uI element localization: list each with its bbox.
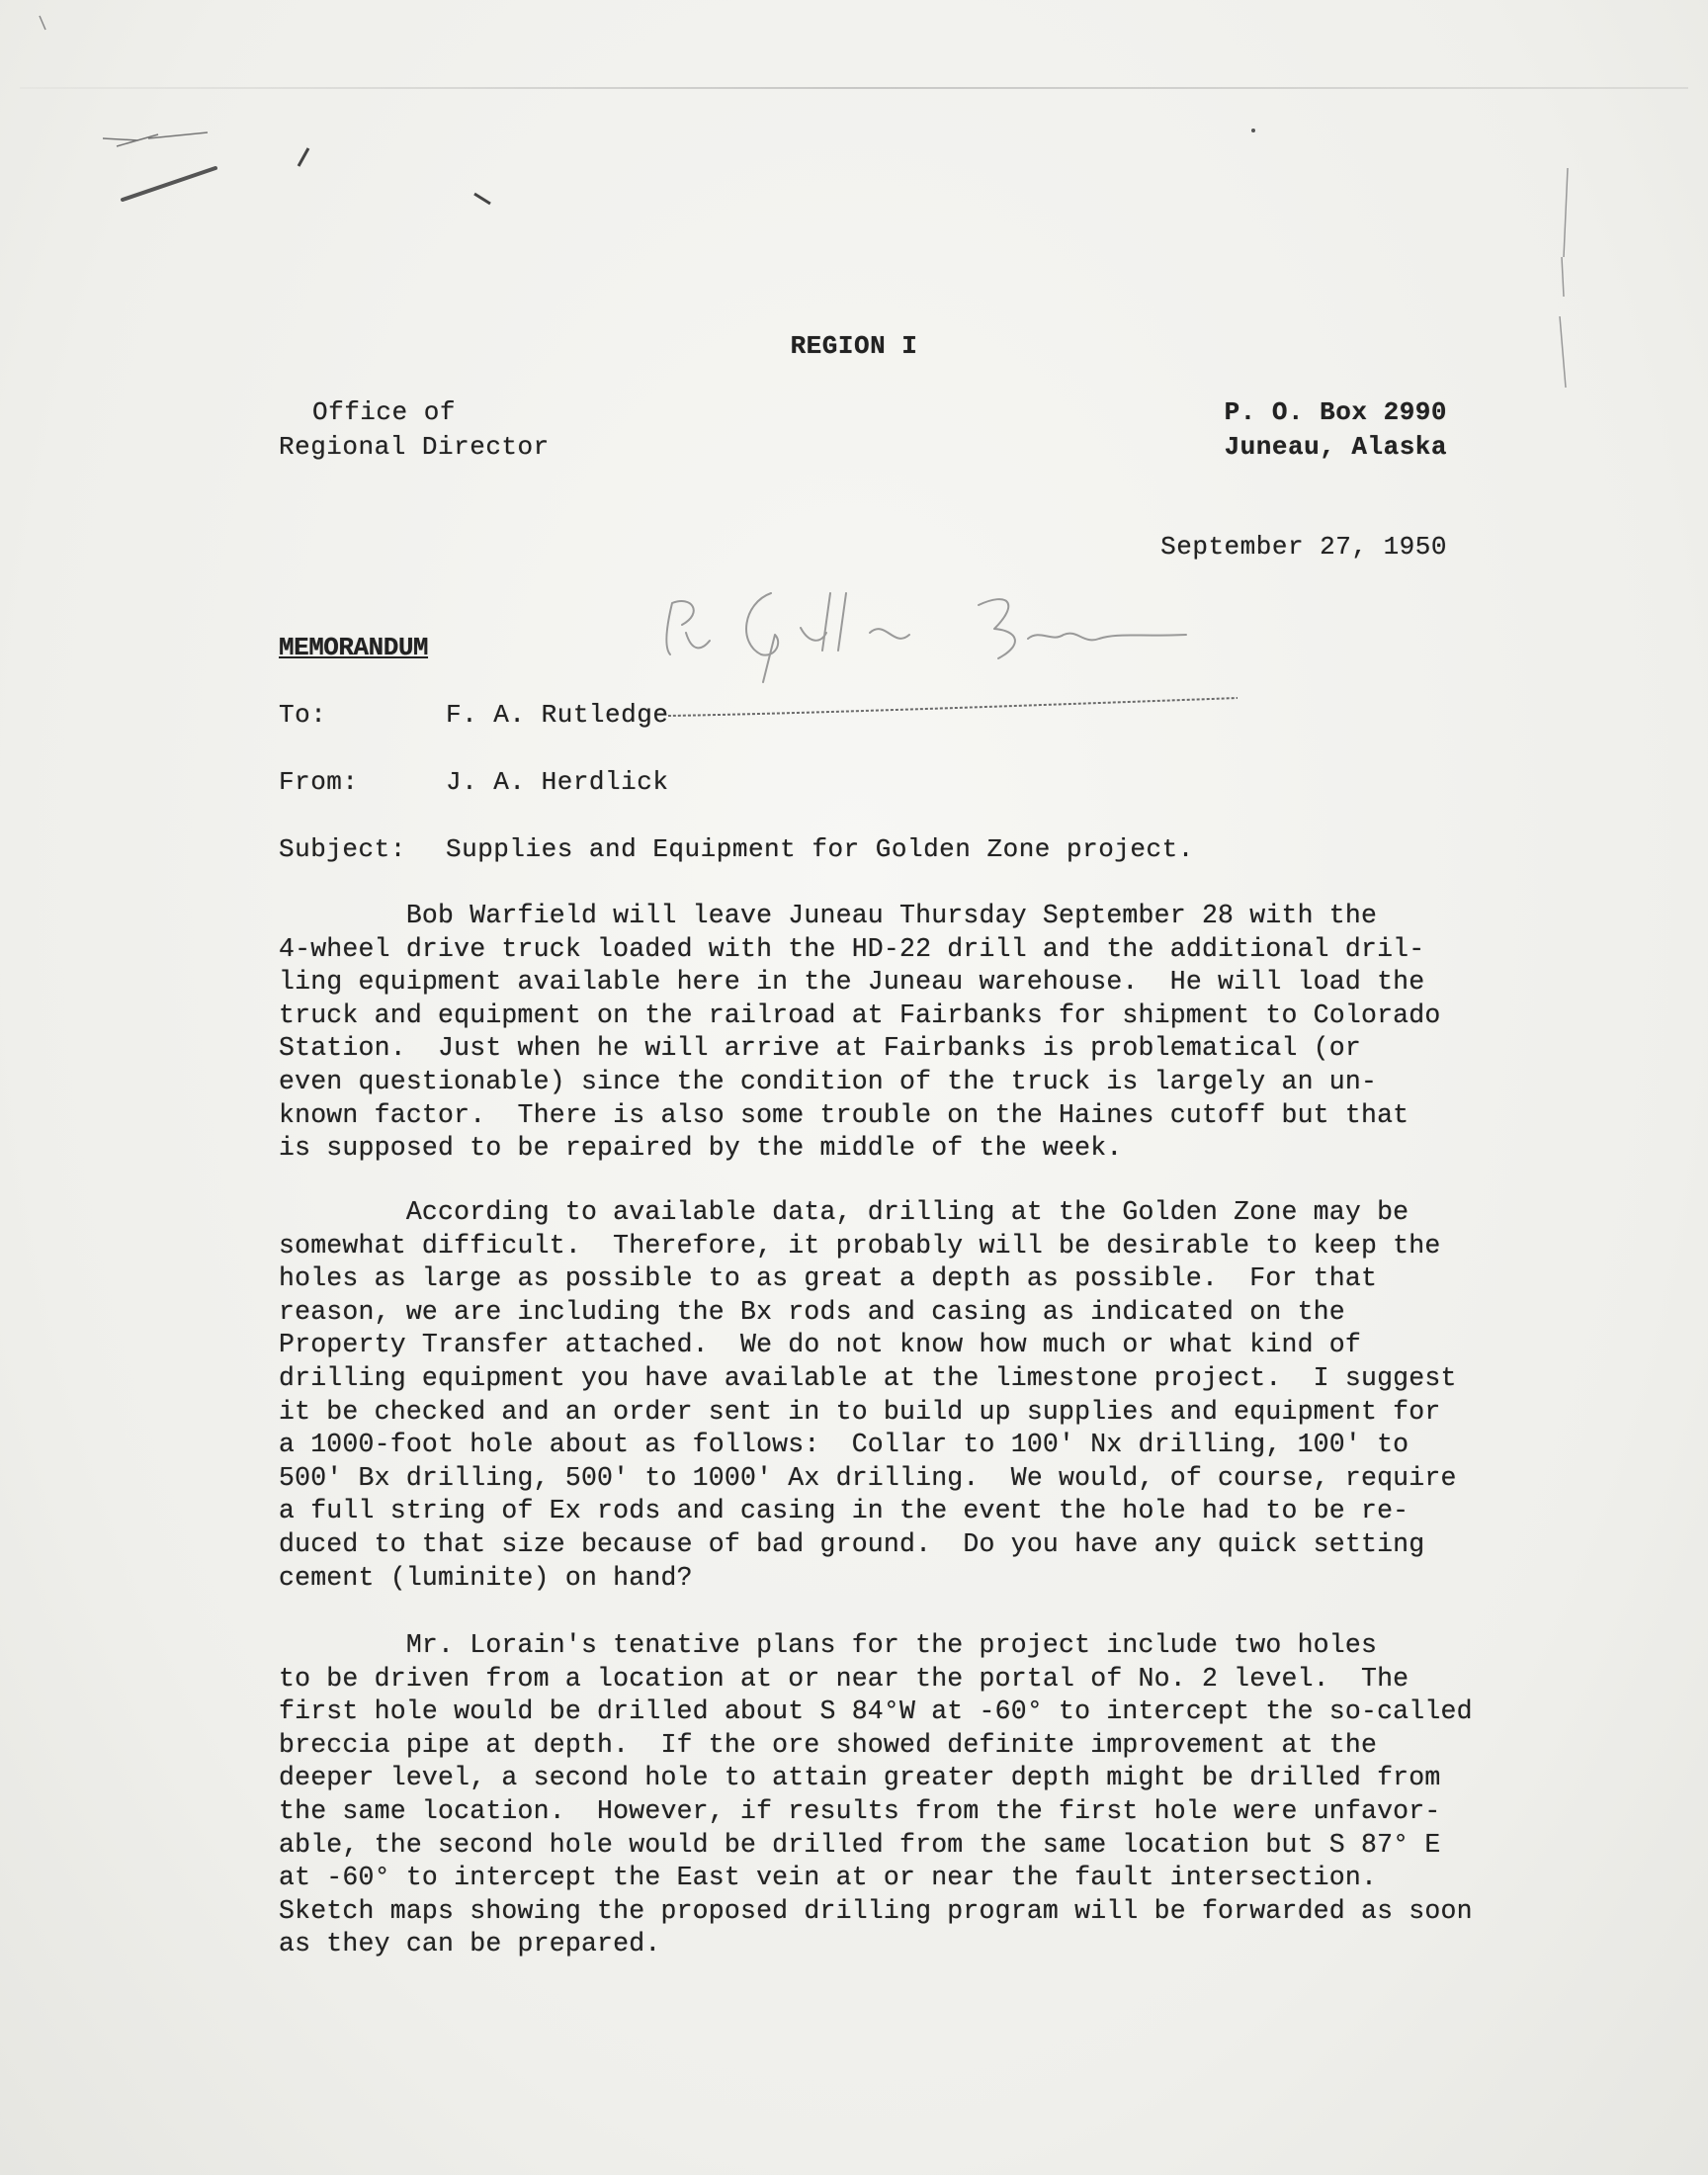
subject-label: Subject: xyxy=(279,834,406,864)
paragraph-line: at -60° to intercept the East vein at or near the fault intersection. xyxy=(279,1863,1378,1893)
paragraph-line: known factor. There is also some trouble on the Haines cutoff but that xyxy=(279,1099,1409,1130)
paragraph-line: the same location. However, if results from the first hole were unfavor- xyxy=(279,1795,1441,1826)
paragraph-line: somewhat difficult. Therefore, it probably will be desirable to keep the xyxy=(279,1230,1441,1261)
body-paragraph-3 xyxy=(279,1629,1564,1961)
paragraph-line: cement (luminite) on hand? xyxy=(279,1562,693,1593)
paragraph-line: deeper level, a second hole to attain greater depth might be drilled from xyxy=(279,1763,1441,1793)
paragraph-line: Property Transfer attached. We do not know how much or what kind of xyxy=(279,1330,1361,1360)
body-paragraph-1 xyxy=(279,900,1564,1166)
memo-date: September 27, 1950 xyxy=(1160,532,1447,562)
paragraph-line: reason, we are including the Bx rods and casing as indicated on the xyxy=(279,1296,1345,1327)
paragraph-line: duced to that size because of bad ground. Do you have any quick setting xyxy=(279,1528,1425,1559)
from-value: J. A. Herdlick xyxy=(446,767,669,797)
body-paragraph-2 xyxy=(279,1196,1564,1595)
office-line-1: Office of xyxy=(312,397,456,427)
paragraph-line: 4-wheel drive truck loaded with the HD-22 drill and the additional dril- xyxy=(279,933,1425,964)
paragraph-line: Mr. Lorain's tenative plans for the project include two holes xyxy=(279,1630,1378,1660)
office-line-2: Regional Director xyxy=(279,432,550,462)
from-label: From: xyxy=(279,767,359,797)
paragraph-line: a full string of Ex rods and casing in the event the hole had to be re- xyxy=(279,1496,1409,1526)
paragraph-line: Sketch maps showing the proposed drilling program will be forwarded as soon xyxy=(279,1895,1473,1926)
handwritten-note-svg xyxy=(652,573,1226,712)
to-value: F. A. Rutledge xyxy=(446,700,669,730)
paragraph-line: able, the second hole would be drilled from the same location but S 87° E xyxy=(279,1829,1441,1860)
paragraph-line: ling equipment available here in the Juneau warehouse. He will load the xyxy=(279,967,1425,998)
paragraph-line: According to available data, drilling at the Golden Zone may be xyxy=(279,1197,1409,1227)
paragraph-line: first hole would be drilled about S 84°W at -60° to intercept the so-called xyxy=(279,1696,1473,1727)
to-underline xyxy=(668,694,1238,722)
paragraph-line: truck and equipment on the railroad at Fairbanks for shipment to Colorado xyxy=(279,1000,1441,1030)
to-label: To: xyxy=(279,700,327,730)
memo-heading: MEMORANDUM xyxy=(279,633,429,662)
paragraph-line: holes as large as possible to as great a depth as possible. For that xyxy=(279,1263,1378,1294)
region-heading: REGION I xyxy=(790,331,918,361)
paragraph-line: breccia pipe at depth. If the ore showed definite improvement at the xyxy=(279,1729,1378,1760)
to-underline-svg xyxy=(668,694,1238,722)
paragraph-line: drilling equipment you have available at the limestone project. I suggest xyxy=(279,1362,1457,1393)
paragraph-line: a 1000-foot hole about as follows: Collar to 100' Nx drilling, 100' to xyxy=(279,1430,1409,1460)
address-line-2: Juneau, Alaska xyxy=(1224,432,1447,462)
paragraph-line: to be driven from a location at or near the portal of No. 2 level. The xyxy=(279,1663,1409,1694)
paragraph-line: Bob Warfield will leave Juneau Thursday September 28 with the xyxy=(279,901,1378,930)
subject-value: Supplies and Equipment for Golden Zone project. xyxy=(446,834,1194,864)
paragraph-line: it be checked and an order sent in to build up supplies and equipment for xyxy=(279,1396,1441,1427)
paragraph-line: Station. Just when he will arrive at Fairbanks is problematical (or xyxy=(279,1033,1361,1064)
address-line-1: P. O. Box 2990 xyxy=(1224,397,1447,427)
handwritten-note xyxy=(652,573,1226,712)
paragraph-line: is supposed to be repaired by the middle of the week. xyxy=(279,1133,1123,1164)
paragraph-line: even questionable) since the condition of the truck is largely an un- xyxy=(279,1066,1378,1096)
paragraph-line: as they can be prepared. xyxy=(279,1929,661,1959)
paragraph-line: 500' Bx drilling, 500' to 1000' Ax drilling. We would, of course, require xyxy=(279,1462,1457,1493)
